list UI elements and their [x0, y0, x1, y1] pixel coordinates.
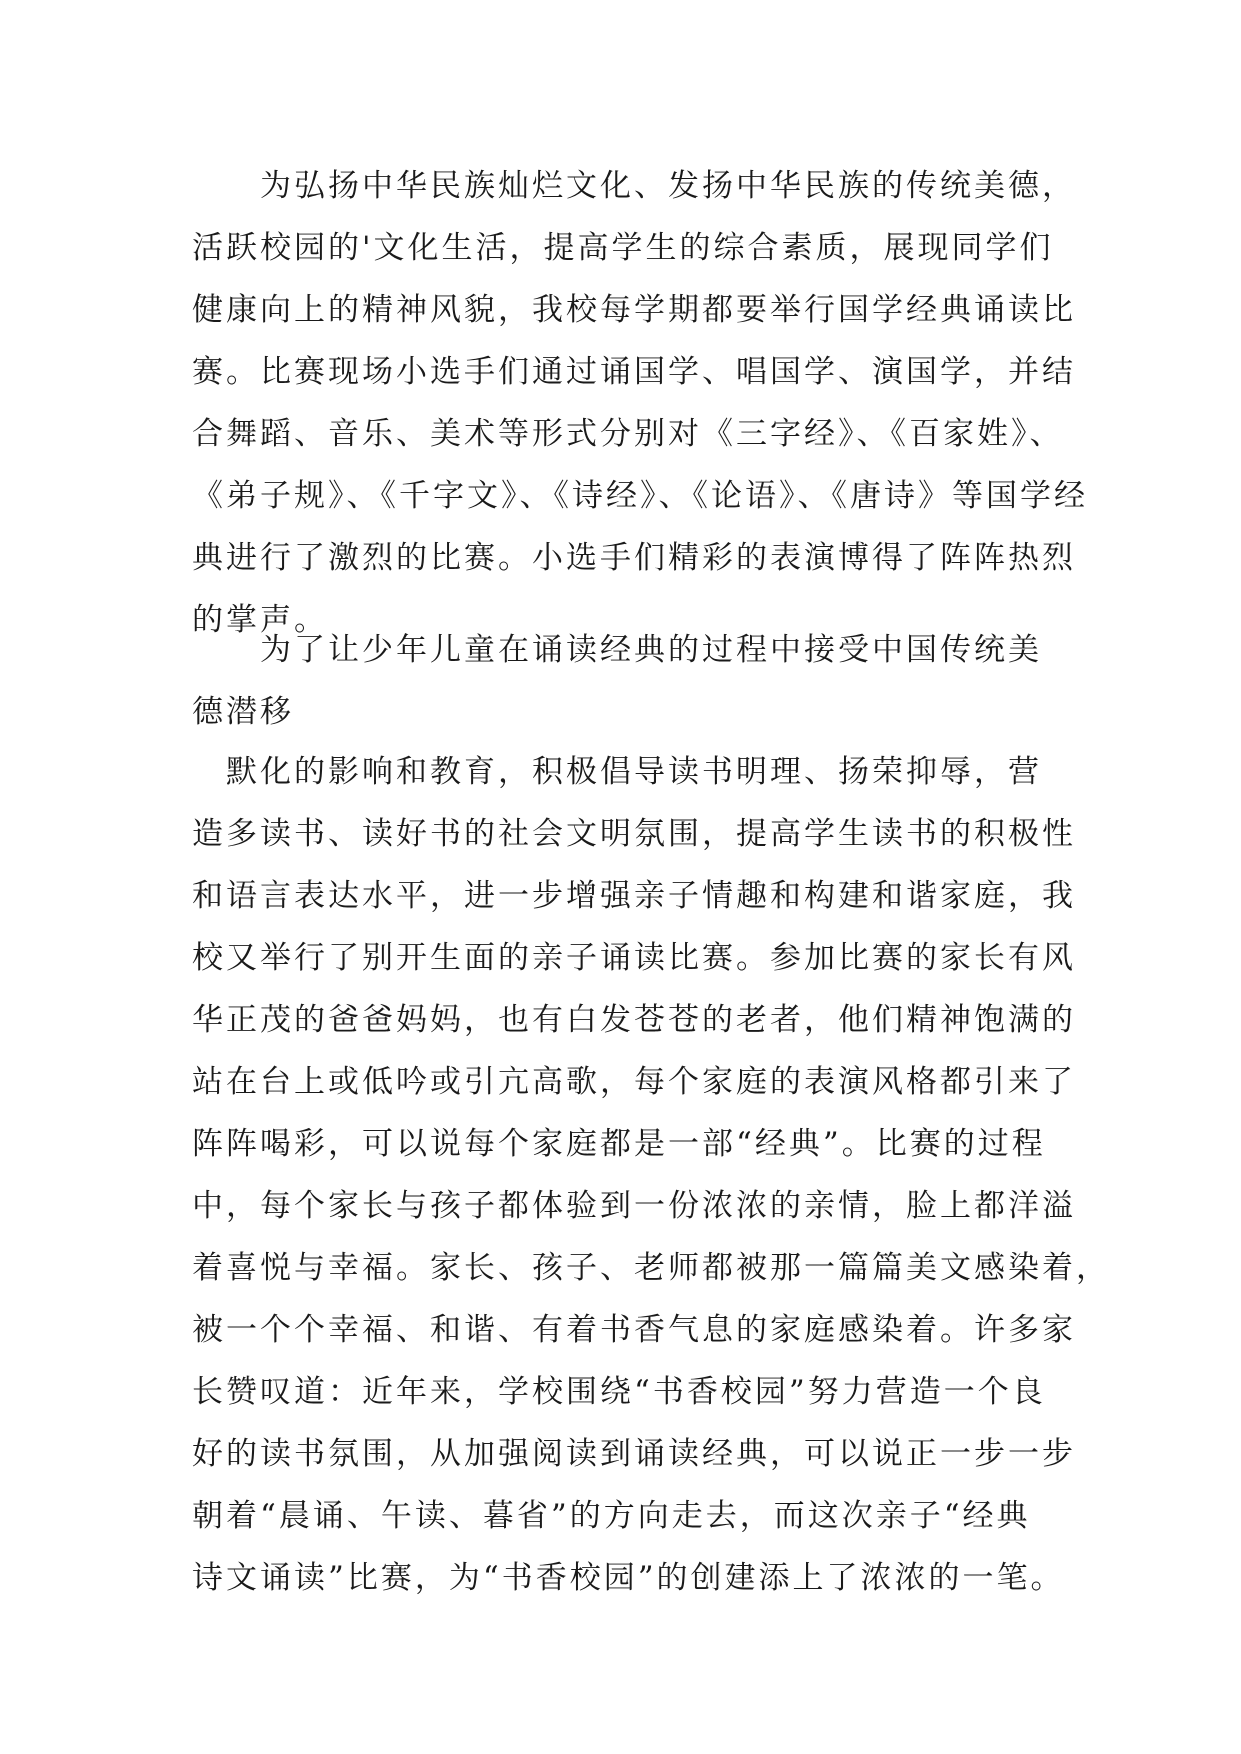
paragraph-3 — [192, 741, 1110, 1609]
text-line: 站在台上或低吟或引亢高歌，每个家庭的表演风格都引来了 — [192, 1064, 1076, 1100]
text-line: 为弘扬中华民族灿烂文化、发扬中华民族的传统美德， — [192, 168, 1076, 204]
text-line: 和语言表达水平，进一步增强亲子情趣和构建和谐家庭，我 — [192, 878, 1076, 914]
text-line: 中，每个家长与孩子都体验到一份浓浓的亲情，脸上都洋溢 — [192, 1188, 1076, 1224]
text-line: 华正茂的爸爸妈妈，也有白发苍苍的老者，他们精神饱满的 — [192, 1002, 1076, 1038]
text-line: 典进行了激烈的比赛。小选手们精彩的表演博得了阵阵热烈 — [192, 540, 1076, 576]
text-line: 的掌声。 — [192, 602, 328, 638]
text-line: 《弟子规》、《千字文》、《诗经》、《论语》、《唐诗》等国学经 — [192, 478, 1088, 514]
text-line: 造多读书、读好书的社会文明氛围，提高学生读书的积极性 — [192, 816, 1076, 852]
text-line: 健康向上的精神风貌，我校每学期都要举行国学经典诵读比 — [192, 292, 1076, 328]
text-line: 默化的影响和教育，积极倡导读书明理、扬荣抑辱，营 — [192, 754, 1042, 790]
text-line: 赛。比赛现场小选手们通过诵国学、唱国学、演国学，并结 — [192, 354, 1076, 390]
text-line: 长赞叹道：近年来，学校围绕“书香校园”努力营造一个良 — [192, 1374, 1046, 1410]
text-line: 着喜悦与幸福。家长、孩子、老师都被那一篇篇美文感染着， — [192, 1250, 1110, 1286]
text-line: 阵阵喝彩，可以说每个家庭都是一部“经典”。比赛的过程 — [192, 1126, 1046, 1162]
text-line: 为了让少年儿童在诵读经典的过程中接受中国传统美 — [192, 632, 1042, 668]
text-line: 德潜移 — [192, 694, 294, 730]
text-line: 活跃校园的'文化生活，提高学生的综合素质，展现同学们 — [192, 230, 1054, 266]
paragraph-2 — [192, 619, 1054, 743]
text-line: 朝着“晨诵、午读、暮省”的方向走去，而这次亲子“经典 — [192, 1498, 1031, 1534]
text-line: 被一个个幸福、和谐、有着书香气息的家庭感染着。许多家 — [192, 1312, 1076, 1348]
text-line: 诗文诵读”比赛，为“书香校园”的创建添上了浓浓的一笔。 — [192, 1560, 1065, 1596]
text-line: 合舞蹈、音乐、美术等形式分别对《三字经》、《百家姓》、 — [192, 416, 1064, 452]
paragraph-1 — [192, 155, 1088, 651]
text-line: 好的读书氛围，从加强阅读到诵读经典，可以说正一步一步 — [192, 1436, 1076, 1472]
text-line: 校又举行了别开生面的亲子诵读比赛。参加比赛的家长有风 — [192, 940, 1076, 976]
